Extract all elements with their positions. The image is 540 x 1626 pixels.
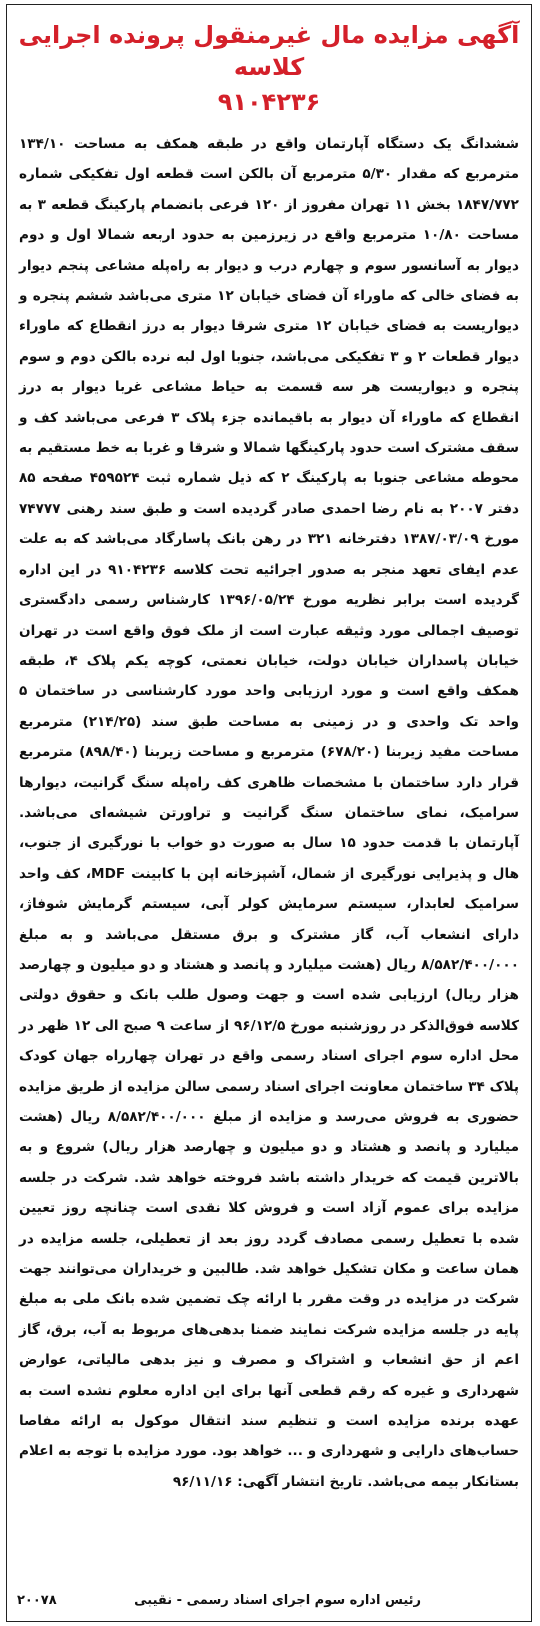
ad-code: ۲۰۰۷۸ <box>17 1592 57 1608</box>
notice-body: ششدانگ یک دستگاه آپارتمان واقع در طبقه همکف به مساحت ۱۳۴/۱۰ مترمربع که مقدار ۵/۳۰ مترمربع آن بالکن است قطعه اول تفکیکی شماره ۱۸۴۷/۷۷۲ بخش ۱۱ تهران مفروز از ۱۲۰ فرعی بانضمام پارکینگ قطعه ۳ به مساحت ۱۰/۸۰ مترمربع واقع در زیرزمین به حدود اربعه شمالا اول و دوم دیوار به آسانسور سوم و چهارم درب و دیوار به راه‌پله مشاعی پنجم دیوار به فضای خالی که ماوراء آن فضای خیابان ۱۲ متری می‌باشد ششم پنجره و دیواریست به فضای خیابان ۱۲ متری شرقا دیوار به درز انقطاع که ماوراء دیوار قطعات ۲ و ۳ تفکیکی می‌باشد، جنوبا اول لبه نرده بالکن دوم و سوم پنجره و دیواریست هر سه قسمت به حیاط مشاعی غربا دیوار به درز انقطاع که ماوراء آن دیوار به باقیمانده جزء پلاک ۳ فرعی می‌باشد کف و سقف مشترک است حدود پارکینگها شمالا و شرقا و غربا به خط مستقیم به محوطه مشاعی جنوبا به پارکینگ ۲ که ذیل شماره ثبت ۴۵۹۵۲۴ صفحه ۸۵ دفتر ۲۰۰۷ به نام رضا احمدی صادر گردیده است و طبق سند رهنی ۷۴۷۷۷ مورخ ۱۳۸۷/۰۳/۰۹ دفترخانه ۳۲۱ در رهن بانک پاسارگاد می‌باشد که به علت عدم ایفای تعهد منجر به صدور اجرائیه تحت کلاسه ۹۱۰۴۲۳۶ در این اداره گردیده است برابر نظریه مورخ ۱۳۹۶/۰۵/۲۴ کارشناس رسمی دادگستری توصیف اجمالی مورد وثیقه عبارت است از ملک فوق واقع است در تهران خیابان پاسداران خیابان دولت، خیابان نعمتی، کوچه یکم پلاک ۴، طبقه همکف واقع است و مورد ارزیابی واحد مورد کارشناسی در ساختمان ۵ واحد تک واحدی و در زمینی به مساحت طبق سند (۲۱۴/۲۵) مترمربع مساحت مفید زیربنا (۶۷۸/۲۰) مترمربع و مساحت زیربنا (۸۹۸/۴۰) مترمربع قرار دارد ساختمان با مشخصات ظاهری کف راه‌پله سنگ گرانیت، دیوارها سرامیک، نمای ساختمان سنگ گرانیت و تراورتن شیشه‌ای می‌باشد. آپارتمان با قدمت حدود ۱۵ سال به صورت دو خواب با نورگیری از جنوب، هال و پذیرایی نورگیری از شمال، آشپزخانه اپن با کابینت MDF، کف واحد سرامیک لعابدار، سیستم سرمایش کولر آبی، سیستم گرمایش شوفاژ، دارای انشعاب آب، گاز مشترک و برق مستقل می‌باشد و به مبلغ ۸/۵۸۲/۴۰۰/۰۰۰ ریال (هشت میلیارد و پانصد و هشتاد و دو میلیون و چهارصد هزار ریال) ارزیابی شده است و جهت وصول طلب بانک و حقوق دولتی کلاسه فوق‌الذکر در روزشنبه مورخ ۹۶/۱۲/۵ از ساعت ۹ صبح الی ۱۲ ظهر در محل اداره سوم اجرای اسناد رسمی واقع در تهران چهارراه جهان کودک پلاک ۳۴ ساختمان معاونت اجرای اسناد رسمی سالن مزایده از طریق مزایده حضوری به فروش می‌رسد و مزایده از مبلغ ۸/۵۸۲/۴۰۰/۰۰۰ ریال (هشت میلیارد و پانصد و هشتاد و دو میلیون و چهارصد هزار ریال) شروع و به بالاترین قیمت که خریدار داشته باشد فروخته خواهد شد. شرکت در جلسه مزایده برای عموم آزاد است و فروش کلا نقدی است چنانچه روز تعیین شده با تعطیل رسمی مصادف گردد روز بعد از تعطیلی، جلسه مزایده در همان ساعت و مکان تشکیل خواهد شد. طالبین و خریداران می‌توانند جهت شرکت در مزایده در وقت مقرر با ارائه چک تضمین شده بانک ملی به مبلغ پایه در جلسه مزایده شرکت نمایند ضمنا بدهی‌های مربوط به آب، برق، گاز اعم از حق انشعاب و اشتراک و مصرف و نیز بدهی مالیاتی، عوارض شهرداری و غیره که رقم قطعی آنها برای این اداره معلوم نشده است به عهده برنده مزایده است و تنظیم سند انتقال موکول به ارائه مفاصا حساب‌های دارایی و شهرداری و ... خواهد بود. مورد مزایده با توجه به اعلام بستانکار بیمه می‌باشد. تاریخ انتشار آگهی: ۹۶/۱۱/۱۶ <box>19 136 520 1490</box>
legal-notice <box>6 4 532 1622</box>
notice-footer <box>17 1587 521 1613</box>
notice-title: آگهی مزایده مال غیرمنقول پرونده اجرایی کلاسه <box>18 21 520 81</box>
case-number: ۹۱۰۴۲۳۶ <box>217 88 321 116</box>
signature: رئیس اداره سوم اجرای اسناد رسمی - نقیبی <box>134 1592 421 1608</box>
